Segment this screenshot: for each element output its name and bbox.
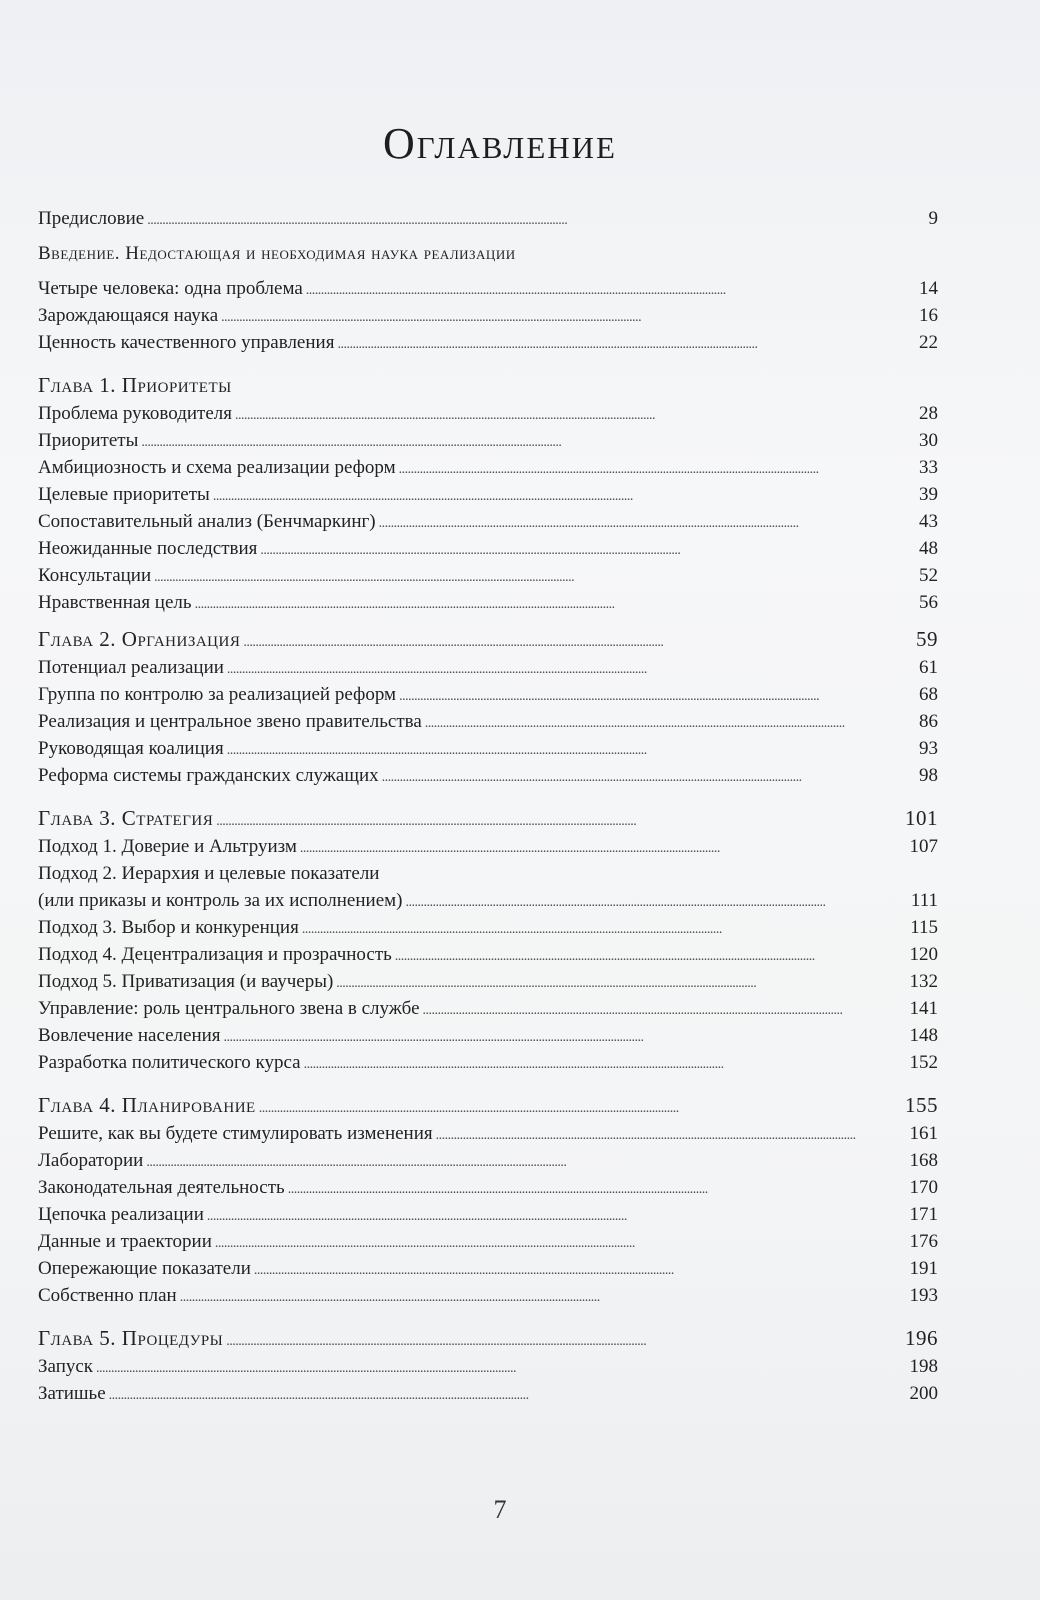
dot-leader xyxy=(141,427,907,456)
toc-entry-label: Законодательная деятельность xyxy=(38,1177,285,1198)
toc-entry-page: 48 xyxy=(919,538,938,559)
toc-entry xyxy=(38,681,938,708)
dot-leader xyxy=(154,562,907,591)
toc-entry-page: 111 xyxy=(910,890,938,911)
dot-leader xyxy=(300,833,907,862)
toc-entry-label: Зарождающаяся наука xyxy=(38,305,219,326)
toc-entry-page: 52 xyxy=(919,565,938,586)
toc-entry-label: Группа по контролю за реализацией реформ xyxy=(38,684,397,705)
page-number: 7 xyxy=(493,1495,507,1524)
toc-entry xyxy=(38,914,938,941)
toc-entry-label: Ценность качественного управления xyxy=(38,332,335,353)
toc-entry xyxy=(38,1255,938,1282)
toc-entry-page: 14 xyxy=(919,278,938,299)
toc-entry-page: 141 xyxy=(909,998,938,1019)
toc-entry xyxy=(38,454,938,481)
dot-leader xyxy=(226,1323,902,1357)
toc-entry-page: 9 xyxy=(928,208,938,229)
toc-entry xyxy=(38,762,938,789)
toc-entry xyxy=(38,481,938,508)
dot-leader xyxy=(224,1022,907,1051)
toc-chapter-page: 155 xyxy=(905,1093,938,1117)
toc-chapter-label: Глава 3. Стратегия xyxy=(38,806,214,830)
toc-entry xyxy=(38,1120,938,1147)
toc-entry-label: Реформа системы гражданских служащих xyxy=(38,765,379,786)
toc-chapter-page: 196 xyxy=(905,1326,938,1350)
toc-entry-label: Подход 3. Выбор и конкуренция xyxy=(38,917,299,938)
toc-entry xyxy=(38,860,938,887)
toc-entry xyxy=(38,1049,938,1076)
dot-leader xyxy=(221,302,907,331)
toc-entry xyxy=(38,708,938,735)
toc-entry xyxy=(38,589,938,616)
toc-entry-label: Консультации xyxy=(38,565,152,586)
toc-entry-page: 30 xyxy=(919,430,938,451)
toc-entry-page: 115 xyxy=(910,917,938,938)
toc-entry-label: Разработка политического курса xyxy=(38,1052,301,1073)
toc-entry xyxy=(38,275,938,302)
toc-entry-page: 16 xyxy=(919,305,938,326)
toc-entry-page: 120 xyxy=(909,944,938,965)
toc-entry xyxy=(38,1147,938,1174)
dot-leader xyxy=(302,914,907,943)
toc-entry xyxy=(38,302,938,329)
toc-entry-page: 161 xyxy=(909,1123,938,1144)
toc-entry-label: Подход 2. Иерархия и целевые показатели xyxy=(38,863,380,884)
toc-entry xyxy=(38,1282,938,1309)
toc-entry-label: Целевые приоритеты xyxy=(38,484,210,505)
toc-section-label: Введение. Недостающая и необходимая наука реализации xyxy=(38,243,516,264)
toc-entry-label: Затишье xyxy=(38,1383,106,1404)
toc-entry-page: 132 xyxy=(909,971,938,992)
dot-leader xyxy=(423,995,907,1024)
toc-entry-page: 107 xyxy=(909,836,938,857)
toc-chapter-2 xyxy=(38,624,938,654)
dot-leader xyxy=(399,681,907,710)
toc-entry-label: Неожиданные последствия xyxy=(38,538,258,559)
dot-leader xyxy=(382,762,907,791)
toc-entry-page: 68 xyxy=(919,684,938,705)
toc-entry-label: Собственно план xyxy=(38,1285,177,1306)
toc-entry xyxy=(38,1380,938,1407)
toc-entry xyxy=(38,833,938,860)
toc-entry xyxy=(38,968,938,995)
toc-entry-page: 198 xyxy=(909,1356,938,1377)
dot-leader xyxy=(395,941,907,970)
toc-entry xyxy=(38,887,938,914)
toc-entry-label: Управление: роль центрального звена в службе xyxy=(38,998,420,1019)
toc-entry-label: Вовлечение населения xyxy=(38,1025,221,1046)
toc-entry-page: 39 xyxy=(919,484,938,505)
dot-leader xyxy=(336,968,906,997)
dot-leader xyxy=(96,1353,906,1382)
dot-leader xyxy=(109,1380,907,1409)
dot-leader xyxy=(243,624,907,658)
toc-entry-label: Четыре человека: одна проблема xyxy=(38,278,303,299)
toc-entry-page: 171 xyxy=(909,1204,938,1225)
toc-entry xyxy=(38,535,938,562)
toc-chapter-4 xyxy=(38,1090,938,1120)
toc-entry-label: Руководящая коалиция xyxy=(38,738,224,759)
toc-entry-label: Данные и траектории xyxy=(38,1231,212,1252)
toc-entry-label: Цепочка реализации xyxy=(38,1204,204,1225)
dot-leader xyxy=(195,589,907,618)
toc-entry-label: Запуск xyxy=(38,1356,94,1377)
dot-leader xyxy=(406,887,908,916)
toc-entry-label: Решите, как вы будете стимулировать изменения xyxy=(38,1123,433,1144)
toc-entry-label: Потенциал реализации xyxy=(38,657,224,678)
toc-chapter-page: 101 xyxy=(905,806,938,830)
toc-entry xyxy=(38,1022,938,1049)
toc-entry-page: 22 xyxy=(919,332,938,353)
toc-entry xyxy=(38,654,938,681)
page-title: Оглавление xyxy=(383,119,617,168)
toc-entry-preface xyxy=(38,205,938,232)
toc-chapter-label: Глава 1. Приоритеты xyxy=(38,373,232,397)
toc-entry xyxy=(38,1353,938,1380)
dot-leader xyxy=(337,329,907,358)
toc-entry-page: 98 xyxy=(919,765,938,786)
toc-entry-label: Нравственная цель xyxy=(38,592,192,613)
toc-entry-label: Проблема руководителя xyxy=(38,403,233,424)
toc-chapter-3 xyxy=(38,803,938,833)
dot-leader xyxy=(379,508,907,537)
dot-leader xyxy=(235,400,907,429)
toc-entry-page: 93 xyxy=(919,738,938,759)
dot-leader xyxy=(425,708,907,737)
toc-entry-page: 28 xyxy=(919,403,938,424)
toc-entry-label: Подход 5. Приватизация (и ваучеры) xyxy=(38,971,334,992)
dot-leader xyxy=(147,205,907,234)
toc-entry xyxy=(38,329,938,356)
toc-entry-label: Амбициозность и схема реализации реформ xyxy=(38,457,396,478)
toc-entry-label: (или приказы и контроль за их исполнением) xyxy=(38,890,403,911)
toc-entry xyxy=(38,941,938,968)
table-of-contents xyxy=(38,205,938,1407)
toc-entry-label: Сопоставительный анализ (Бенчмаркинг) xyxy=(38,511,376,532)
toc-entry-label: Предисловие xyxy=(38,208,145,229)
toc-entry xyxy=(38,508,938,535)
toc-entry-page: 56 xyxy=(919,592,938,613)
dot-leader xyxy=(259,1090,902,1124)
toc-chapter-label: Глава 5. Процедуры xyxy=(38,1326,224,1350)
dot-leader xyxy=(254,1255,907,1284)
dot-leader xyxy=(288,1174,907,1203)
toc-entry xyxy=(38,1174,938,1201)
toc-entry xyxy=(38,1201,938,1228)
toc-entry xyxy=(38,427,938,454)
toc-section-introduction xyxy=(38,240,938,267)
dot-leader xyxy=(207,1201,907,1230)
toc-entry xyxy=(38,562,938,589)
toc-chapter-label: Глава 2. Организация xyxy=(38,627,241,651)
toc-entry-label: Реализация и центральное звено правительства xyxy=(38,711,422,732)
toc-entry-label: Подход 4. Децентрализация и прозрачность xyxy=(38,944,392,965)
dot-leader xyxy=(304,1049,907,1078)
toc-entry-label: Лаборатории xyxy=(38,1150,144,1171)
toc-entry xyxy=(38,735,938,762)
dot-leader xyxy=(306,275,907,304)
toc-entry xyxy=(38,1228,938,1255)
dot-leader xyxy=(260,535,907,564)
dot-leader xyxy=(146,1147,906,1176)
dot-leader xyxy=(227,654,907,683)
dot-leader xyxy=(399,454,907,483)
toc-entry-page: 152 xyxy=(909,1052,938,1073)
dot-leader xyxy=(216,803,902,837)
toc-entry-page: 43 xyxy=(919,511,938,532)
dot-leader xyxy=(227,735,907,764)
toc-chapter-5 xyxy=(38,1323,938,1353)
toc-entry-label: Подход 1. Доверие и Альтруизм xyxy=(38,836,297,857)
toc-entry xyxy=(38,400,938,427)
toc-entry-page: 33 xyxy=(919,457,938,478)
toc-entry-page: 86 xyxy=(919,711,938,732)
toc-entry-page: 170 xyxy=(909,1177,938,1198)
toc-entry xyxy=(38,995,938,1022)
toc-entry-page: 191 xyxy=(909,1258,938,1279)
dot-leader xyxy=(180,1282,907,1311)
toc-entry-page: 200 xyxy=(909,1383,938,1404)
dot-leader xyxy=(436,1120,907,1149)
toc-entry-page: 193 xyxy=(909,1285,938,1306)
toc-entry-page: 176 xyxy=(909,1231,938,1252)
toc-entry-label: Приоритеты xyxy=(38,430,139,451)
toc-entry-page: 148 xyxy=(909,1025,938,1046)
toc-entry-page: 168 xyxy=(909,1150,938,1171)
dot-leader xyxy=(213,481,907,510)
toc-entry-label: Опережающие показатели xyxy=(38,1258,251,1279)
toc-chapter-label: Глава 4. Планирование xyxy=(38,1093,256,1117)
toc-entry-page: 61 xyxy=(919,657,938,678)
toc-chapter-page: 59 xyxy=(916,627,938,651)
dot-leader xyxy=(215,1228,907,1257)
toc-chapter-1 xyxy=(38,370,938,400)
